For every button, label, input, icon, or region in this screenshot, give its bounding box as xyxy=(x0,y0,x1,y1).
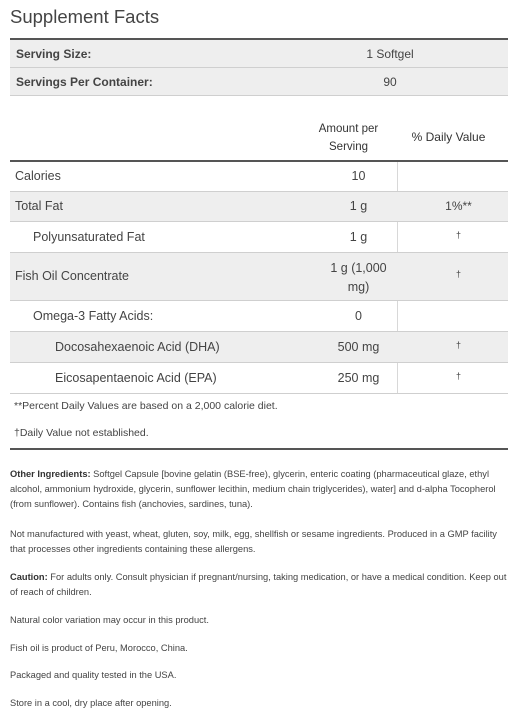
nutrient-name: Eicosapentaenoic Acid (EPA) xyxy=(55,371,217,385)
amount-line1: 1 g (1,000 xyxy=(330,261,387,275)
nutrient-amount: 1 g xyxy=(349,230,368,244)
other-ingredients-text: Softgel Capsule [bovine gelatin (BSE-free), glycerin, enteric coating (pharmaceutical glaze, ethyl alcohol, ammonium hydroxide, glycerin, sunflower lecithin, medium chain triglycerides), water] and d-alpha Tocopherol (from sunflower). Contains fish (anchovies, sardines, tuna). xyxy=(10,469,496,509)
nutrient-row xyxy=(10,253,508,300)
nutrient-name: Polyunsaturated Fat xyxy=(33,230,145,244)
serving-size-value: 1 Softgel xyxy=(366,47,414,61)
nutrient-row xyxy=(10,363,508,393)
facts-title: Supplement Facts xyxy=(10,6,160,27)
nutrient-row xyxy=(10,332,508,362)
nutrient-row xyxy=(10,301,508,331)
serving-size-label: Serving Size: xyxy=(16,47,92,61)
nutrient-dv: 1%** xyxy=(445,199,472,213)
dagger-mark: † xyxy=(455,230,461,240)
nutrient-name: Fish Oil Concentrate xyxy=(15,269,129,283)
other-ingredients-label: Other Ingredients: xyxy=(10,469,91,479)
bottom-rule xyxy=(10,448,508,450)
nutrient-amount xyxy=(310,259,407,297)
nutrient-amount: 10 xyxy=(351,169,366,183)
caution-statement xyxy=(10,570,508,600)
servings-per-container-row xyxy=(10,68,508,95)
divider xyxy=(10,393,508,394)
nutrient-name: Total Fat xyxy=(15,199,63,213)
dagger-mark: † xyxy=(455,340,461,350)
dv-not-established-footnote: †Daily Value not established. xyxy=(14,427,149,439)
caution-text: For adults only. Consult physician if pregnant/nursing, taking medication, or have a medical condition. Keep out of reach of children. xyxy=(10,572,507,597)
amount-per-serving-header xyxy=(300,120,397,156)
note-packaged: Packaged and quality tested in the USA. xyxy=(10,670,177,680)
nutrient-name: Calories xyxy=(15,169,61,183)
divider xyxy=(10,95,508,96)
nutrient-row xyxy=(10,192,508,221)
nutrient-amount: 250 mg xyxy=(337,371,380,385)
amount-header-line2: Serving xyxy=(329,141,368,153)
dagger-mark: † xyxy=(455,269,461,279)
note-storage: Store in a cool, dry place after opening. xyxy=(10,698,172,708)
caution-label: Caution: xyxy=(10,572,48,582)
nutrient-name: Docosahexaenoic Acid (DHA) xyxy=(55,340,220,354)
note-origin: Fish oil is product of Peru, Morocco, China. xyxy=(10,643,188,653)
serving-size-row xyxy=(10,40,508,67)
servings-per-container-value: 90 xyxy=(383,75,397,89)
percent-dv-footnote: **Percent Daily Values are based on a 2,000 calorie diet. xyxy=(14,400,278,412)
note-color-variation: Natural color variation may occur in this product. xyxy=(10,615,209,625)
amount-header-line1: Amount per xyxy=(318,123,379,135)
nutrient-amount: 0 xyxy=(355,309,362,323)
nutrient-name: Omega-3 Fatty Acids: xyxy=(33,309,154,323)
other-ingredients xyxy=(10,467,508,512)
nutrient-row xyxy=(10,162,508,191)
dagger-mark: † xyxy=(455,371,461,381)
allergen-statement: Not manufactured with yeast, wheat, gluten, soy, milk, egg, shellfish or sesame ingredients. Produced in a GMP facility that processes other ingredients containing these allergens. xyxy=(10,529,497,554)
nutrient-row xyxy=(10,222,508,252)
servings-per-container-label: Servings Per Container: xyxy=(16,75,153,89)
nutrient-amount: 500 mg xyxy=(337,340,380,354)
nutrient-amount: 1 g xyxy=(349,199,368,213)
amount-line2: mg) xyxy=(347,280,370,294)
daily-value-header: % Daily Value xyxy=(411,130,486,144)
